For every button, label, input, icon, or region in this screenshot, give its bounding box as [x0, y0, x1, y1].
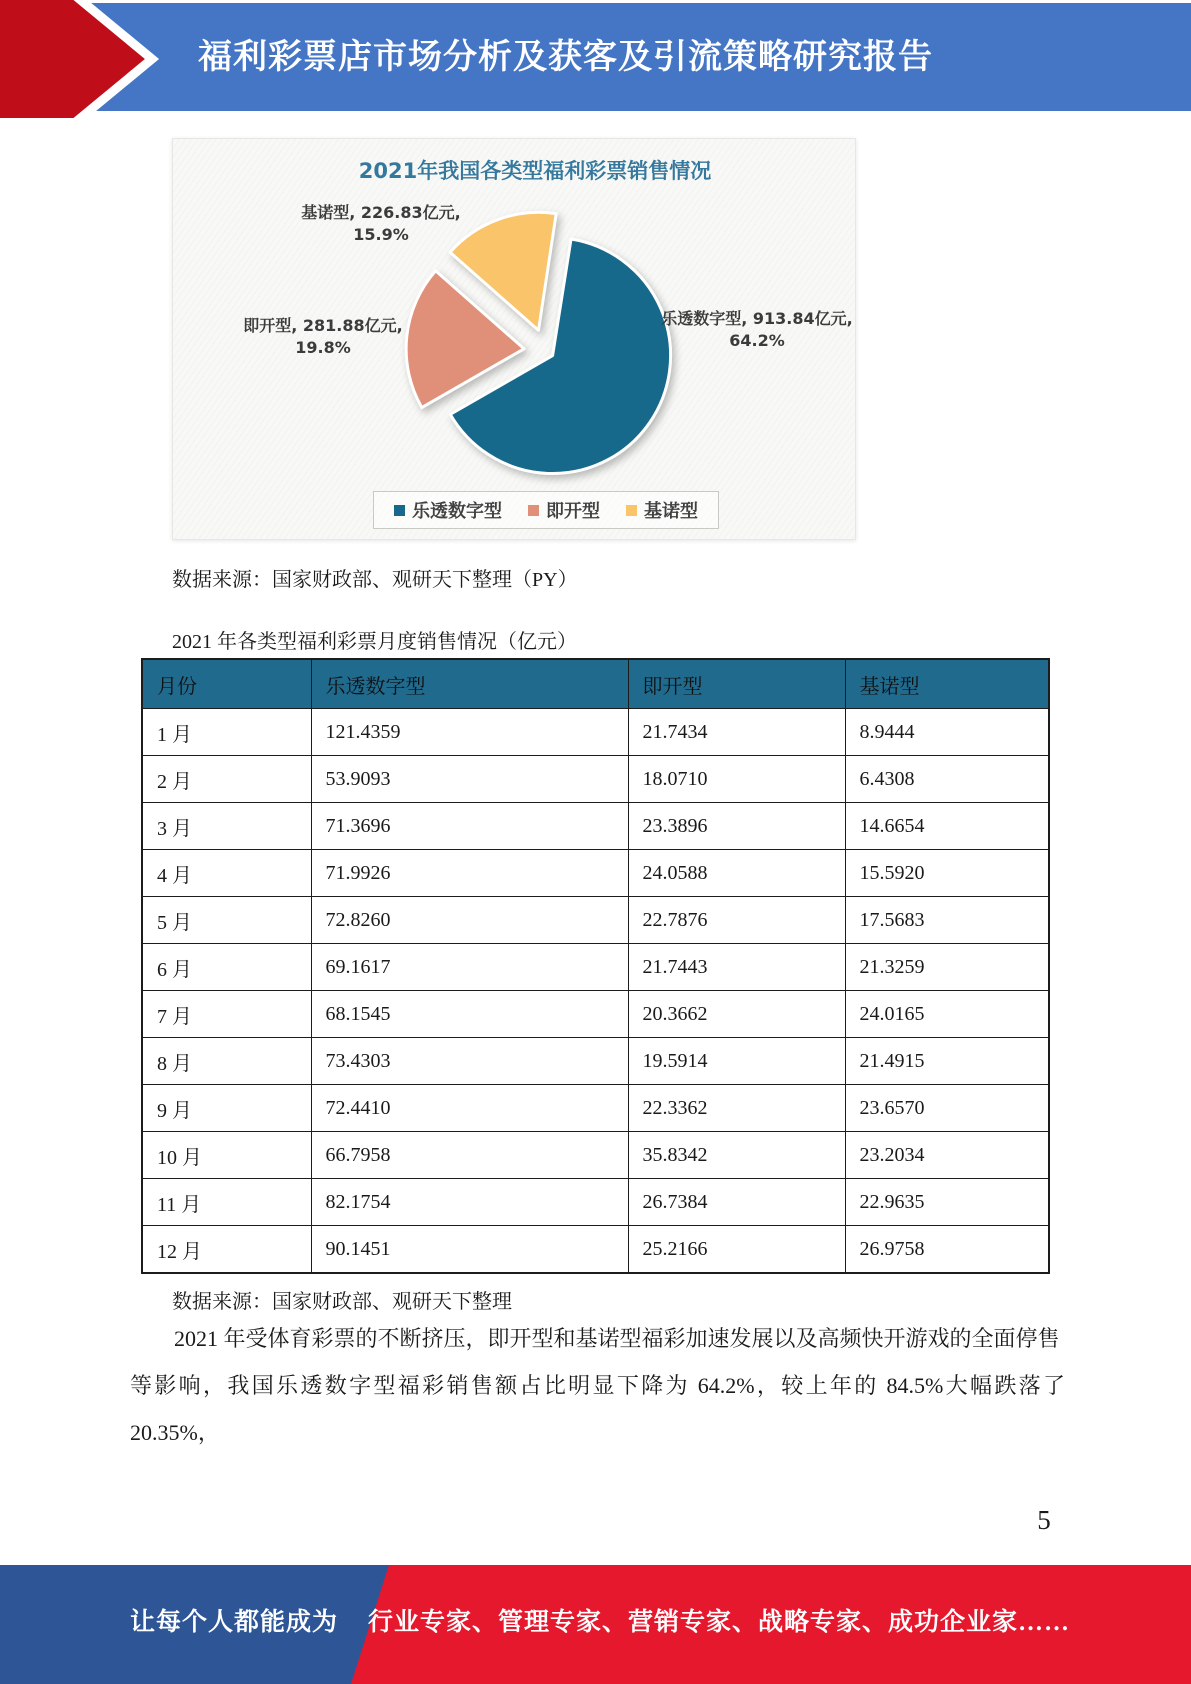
table-caption: 2021 年各类型福利彩票月度销售情况（亿元）	[172, 631, 577, 653]
table-row	[142, 1179, 1049, 1226]
table-cell: 23.6570	[845, 1085, 1049, 1132]
body-paragraph	[130, 1315, 1065, 1456]
table-cell: 23.2034	[845, 1132, 1049, 1179]
table-cell: 9 月	[142, 1085, 311, 1132]
table-column-header: 基诺型	[845, 659, 1049, 709]
table-cell: 68.1545	[311, 991, 628, 1038]
chart-title: 2021年我国各类型福利彩票销售情况	[358, 159, 712, 183]
pie-label-letou-line2: 64.2%	[729, 331, 785, 350]
table-source-note: 数据来源：国家财政部、观研天下整理	[172, 1291, 512, 1313]
legend-item-基诺型	[626, 497, 698, 523]
header-arrow-icon	[0, 0, 170, 118]
table-cell: 121.4359	[311, 709, 628, 756]
table-body	[142, 709, 1049, 1274]
table-cell: 2 月	[142, 756, 311, 803]
pie-label-keno-line1: 基诺型, 226.83亿元,	[301, 203, 461, 222]
table-cell: 22.9635	[845, 1179, 1049, 1226]
footer	[0, 1565, 1191, 1684]
table-row	[142, 1085, 1049, 1132]
table-cell: 35.8342	[628, 1132, 845, 1179]
table-row	[142, 1226, 1049, 1274]
table-row	[142, 803, 1049, 850]
pie-label-keno-line2: 15.9%	[353, 225, 409, 244]
table-cell: 82.1754	[311, 1179, 628, 1226]
page-number: 5	[1037, 1505, 1051, 1535]
pie-label-letou	[651, 308, 856, 352]
table-column-header: 乐透数字型	[311, 659, 628, 709]
table-cell: 1 月	[142, 709, 311, 756]
chart-source-note: 数据来源：国家财政部、观研天下整理（PY）	[172, 569, 578, 591]
report-title: 福利彩票店市场分析及获客及引流策略研究报告	[198, 37, 933, 77]
table-row	[142, 850, 1049, 897]
table-row	[142, 1132, 1049, 1179]
legend-swatch-icon	[394, 505, 405, 516]
legend-item-即开型	[528, 497, 600, 523]
table-row	[142, 1038, 1049, 1085]
table-cell: 24.0588	[628, 850, 845, 897]
table-cell: 6 月	[142, 944, 311, 991]
footer-slogan-right: 行业专家、管理专家、营销专家、战略专家、成功企业家……	[368, 1609, 1071, 1636]
table-cell: 7 月	[142, 991, 311, 1038]
table-column-header: 月份	[142, 659, 311, 709]
table-cell: 26.9758	[845, 1226, 1049, 1274]
table-cell: 4 月	[142, 850, 311, 897]
table-cell: 11 月	[142, 1179, 311, 1226]
table-cell: 71.3696	[311, 803, 628, 850]
table-cell: 23.3896	[628, 803, 845, 850]
table-cell: 26.7384	[628, 1179, 845, 1226]
legend-item-乐透数字型	[394, 497, 502, 523]
table-cell: 53.9093	[311, 756, 628, 803]
table-cell: 24.0165	[845, 991, 1049, 1038]
table-cell: 19.5914	[628, 1038, 845, 1085]
pie-label-keno	[281, 202, 481, 246]
table-cell: 21.3259	[845, 944, 1049, 991]
table-cell: 5 月	[142, 897, 311, 944]
pie-label-jikai-line2: 19.8%	[295, 338, 351, 357]
chart-legend	[373, 491, 719, 529]
table-cell: 10 月	[142, 1132, 311, 1179]
table-cell: 21.7443	[628, 944, 845, 991]
table-cell: 12 月	[142, 1226, 311, 1274]
table-row	[142, 709, 1049, 756]
table-cell: 8.9444	[845, 709, 1049, 756]
table-cell: 71.9926	[311, 850, 628, 897]
table-row	[142, 944, 1049, 991]
paragraph-line-2: 等影响，我国乐透数字型福彩销售额占比明显下降为 64.2%，较上年的 84.5%大幅跌落了 20.35%，	[130, 1373, 1065, 1445]
pie-label-jikai	[225, 315, 421, 359]
table-column-header: 即开型	[628, 659, 845, 709]
table-cell: 90.1451	[311, 1226, 628, 1274]
table-cell: 72.8260	[311, 897, 628, 944]
table-cell: 22.3362	[628, 1085, 845, 1132]
table-cell: 20.3662	[628, 991, 845, 1038]
table-cell: 22.7876	[628, 897, 845, 944]
header-bar	[0, 3, 1191, 111]
table-cell: 17.5683	[845, 897, 1049, 944]
table-cell: 8 月	[142, 1038, 311, 1085]
table-header-row	[142, 659, 1049, 709]
legend-label: 基诺型	[644, 501, 698, 522]
pie-chart-card	[172, 138, 856, 540]
monthly-sales-table	[141, 658, 1050, 1274]
footer-slogan-left: 让每个人都能成为	[130, 1609, 339, 1636]
table-cell: 72.4410	[311, 1085, 628, 1132]
pie-label-jikai-line1: 即开型, 281.88亿元,	[243, 316, 403, 335]
table-row	[142, 991, 1049, 1038]
table-header	[142, 659, 1049, 709]
table-cell: 21.4915	[845, 1038, 1049, 1085]
paragraph-line-1: 2021 年受体育彩票的不断挤压，即开型和基诺型福彩加速发展以及高频快开游戏的全面停售	[174, 1326, 1060, 1351]
table-cell: 25.2166	[628, 1226, 845, 1274]
pie-label-letou-line1: 乐透数字型, 913.84亿元,	[661, 309, 853, 328]
legend-label: 即开型	[546, 501, 600, 522]
table-cell: 18.0710	[628, 756, 845, 803]
legend-swatch-icon	[528, 505, 539, 516]
table-cell: 14.6654	[845, 803, 1049, 850]
table-cell: 66.7958	[311, 1132, 628, 1179]
table-cell: 73.4303	[311, 1038, 628, 1085]
table-cell: 15.5920	[845, 850, 1049, 897]
table-cell: 21.7434	[628, 709, 845, 756]
table-cell: 69.1617	[311, 944, 628, 991]
legend-swatch-icon	[626, 505, 637, 516]
table-row	[142, 756, 1049, 803]
legend-label: 乐透数字型	[412, 501, 502, 522]
table-cell: 6.4308	[845, 756, 1049, 803]
table-cell: 3 月	[142, 803, 311, 850]
table-row	[142, 897, 1049, 944]
